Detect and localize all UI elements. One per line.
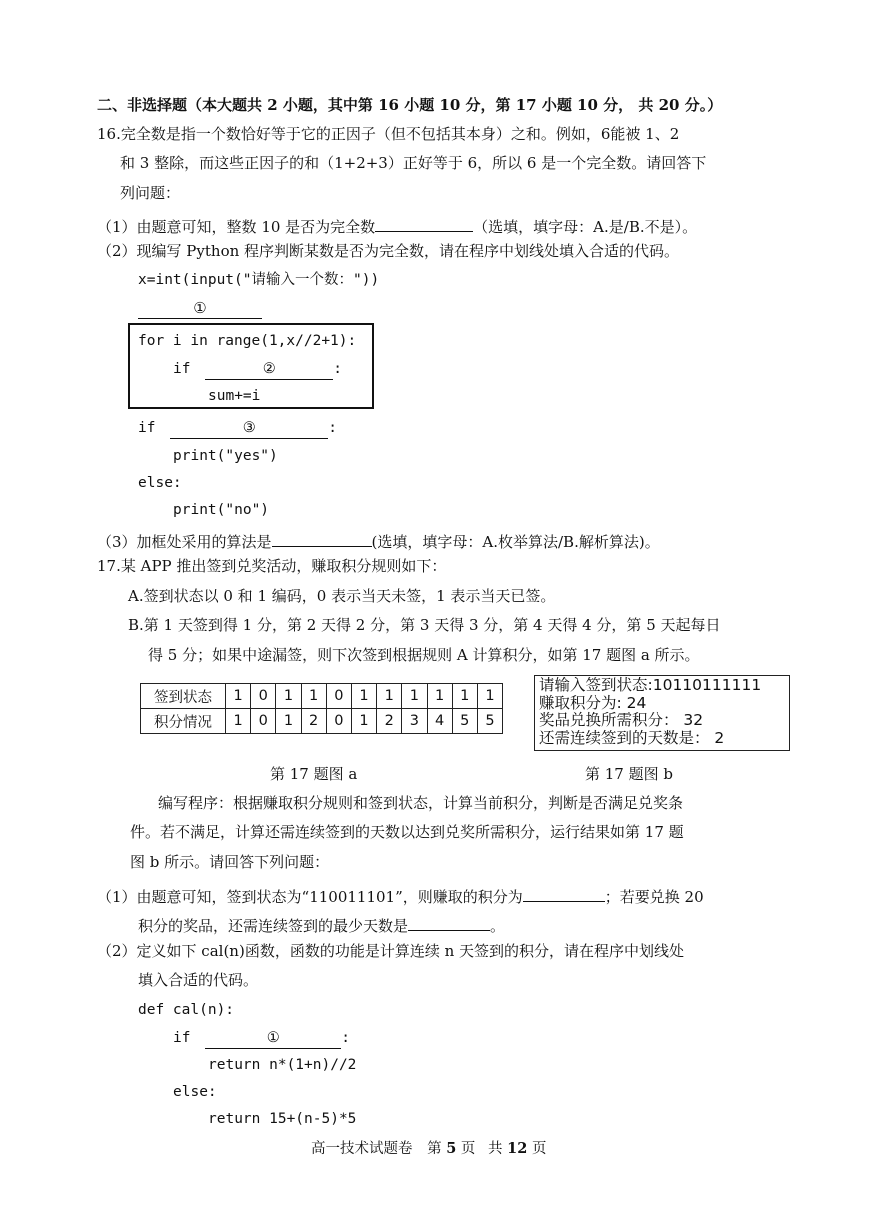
score-cell: 2 <box>301 709 326 734</box>
caption-figure-b: 第 17 题图 b <box>585 765 673 783</box>
code-colon: : <box>328 420 337 436</box>
q16-stem-line-2: 和 3 整除，而这些正因子的和（1+2+3）正好等于 6，所以 6 是一个完全数。请回答下 <box>120 154 707 172</box>
status-cell: 1 <box>351 684 376 709</box>
score-table <box>140 683 503 734</box>
footer-page-number: 5 <box>446 1140 457 1157</box>
status-cell: 1 <box>276 684 301 709</box>
code-else: else: <box>138 475 182 491</box>
q17-part1-text-3: 积分的奖品，还需连续签到的最少天数是 <box>138 917 409 935</box>
code-if-keyword: if <box>173 1030 191 1046</box>
score-cell: 3 <box>402 709 427 734</box>
console-line: 还需连续签到的天数是： 2 <box>539 728 725 747</box>
table-row <box>141 684 503 709</box>
code-if-line-2 <box>138 418 337 439</box>
q16-part1-text: （1）由题意可知，整数 10 是否为完全数 <box>97 218 376 236</box>
code-colon: : <box>333 361 342 377</box>
code-input-line: x=int(input("请输入一个数：")) <box>138 272 380 288</box>
q17-stem: 17.某 APP 推出签到兑奖活动，赚取积分规则如下： <box>97 557 447 575</box>
table-header-score: 积分情况 <box>141 709 226 734</box>
score-cell: 5 <box>452 709 477 734</box>
q17-part2-line-2: 填入合适的代码。 <box>138 971 259 989</box>
footer-title: 高一技术试题卷 <box>311 1141 413 1157</box>
status-cell: 1 <box>402 684 427 709</box>
code-if-line-1 <box>173 359 342 380</box>
q16-part1 <box>97 212 697 237</box>
code-colon: : <box>341 1030 350 1046</box>
status-cell: 1 <box>226 684 251 709</box>
q17-desc-line-1: 编写程序：根据赚取积分规则和签到状态，计算当前积分，判断是否满足兑奖条 <box>158 794 684 812</box>
table-row <box>141 709 503 734</box>
score-cell: 1 <box>276 709 301 734</box>
section-title: 二、非选择题（本大题共 2 小题，其中第 16 小题 10 分，第 17 小题 10 分， 共 20 分。） <box>97 96 723 114</box>
status-cell: 1 <box>301 684 326 709</box>
q16-part3-blank[interactable] <box>272 527 372 547</box>
score-cell: 0 <box>251 709 276 734</box>
status-cell: 1 <box>427 684 452 709</box>
footer-page-suffix: 页 <box>460 1141 476 1157</box>
status-cell: 0 <box>326 684 351 709</box>
q16-stem-line-1: 16.完全数是指一个数恰好等于它的正因子（但不包括其本身）之和。例如，6能被 1、2 <box>97 125 680 143</box>
code-print-yes: print("yes") <box>173 448 278 464</box>
q17-part2-line-1: （2）定义如下 cal(n)函数，函数的功能是计算连续 n 天签到的积分，请在程序中划线处 <box>97 942 685 960</box>
q16-part1-blank[interactable] <box>375 212 473 232</box>
q16-part3-text: （3）加框处采用的算法是 <box>97 533 272 551</box>
console-line: 赚取积分为: 24 <box>539 693 647 712</box>
code-if-keyword: if <box>138 420 156 436</box>
console-line: 请输入签到状态:10110111111 <box>539 676 762 694</box>
score-cell: 4 <box>427 709 452 734</box>
q17-part1-line-1 <box>97 882 704 907</box>
q17-part1-end: 。 <box>490 917 506 935</box>
score-cell: 1 <box>351 709 376 734</box>
q16-part3 <box>97 527 660 552</box>
q17-part1-line-2 <box>138 911 505 936</box>
console-line: 奖品兑换所需积分： 32 <box>539 711 704 729</box>
code-blank-1-line <box>138 298 262 319</box>
table-header-status: 签到状态 <box>141 684 226 709</box>
q17-rule-a: A.签到状态以 0 和 1 编码，0 表示当天未签，1 表示当天已签。 <box>128 587 556 605</box>
footer-total-prefix: 共 <box>488 1141 503 1157</box>
caption-figure-a: 第 17 题图 a <box>270 765 358 783</box>
score-cell: 0 <box>326 709 351 734</box>
code-sum-line: sum+=i <box>208 388 261 404</box>
code-for-line: for i in range(1,x//2+1): <box>138 333 357 349</box>
q17-part1-blank-days[interactable] <box>408 911 490 931</box>
q16-stem-line-3: 列问题： <box>120 184 181 202</box>
footer-total-pages: 12 <box>507 1140 528 1157</box>
q16-part1-options: （选填，填字母：A.是/B.不是）。 <box>473 218 698 236</box>
page-footer <box>311 1139 546 1159</box>
console-output <box>534 675 790 751</box>
footer-page-prefix: 第 <box>427 1141 442 1157</box>
code-print-no: print("no") <box>173 502 270 518</box>
code-cal-if-line <box>173 1028 350 1049</box>
score-cell: 1 <box>226 709 251 734</box>
status-cell: 1 <box>452 684 477 709</box>
q16-part2: （2）现编写 Python 程序判断某数是否为完全数，请在程序中划线处填入合适的代码。 <box>97 242 680 260</box>
q17-part1-text: （1）由题意可知，签到状态为“110011101”，则赚取的积分为 <box>97 888 523 906</box>
status-cell: 0 <box>251 684 276 709</box>
code-def-line: def cal(n): <box>138 1002 235 1018</box>
code-cal-blank-1[interactable]: ① <box>205 1029 341 1049</box>
footer-total-suffix: 页 <box>531 1141 547 1157</box>
status-cell: 1 <box>377 684 402 709</box>
q17-part1-text-2: ；若要兑换 20 <box>604 888 704 906</box>
code-blank-2[interactable]: ② <box>205 360 333 380</box>
code-cal-else: else: <box>173 1084 217 1100</box>
q17-rule-b-line-2: 得 5 分；如果中途漏签，则下次签到根据规则 A 计算积分，如第 17 题图 a 所示。 <box>148 646 700 664</box>
score-cell: 2 <box>377 709 402 734</box>
score-cell: 5 <box>477 709 502 734</box>
status-cell: 1 <box>477 684 502 709</box>
q17-desc-line-2: 件。若不满足，计算还需连续签到的天数以达到兑奖所需积分，运行结果如第 17 题 <box>130 823 684 841</box>
code-blank-1[interactable]: ① <box>138 299 262 319</box>
code-blank-3[interactable]: ③ <box>170 419 328 439</box>
q17-rule-b-line-1: B.第 1 天签到得 1 分，第 2 天得 2 分，第 3 天得 3 分，第 4 天得 4 分，第 5 天起每日 <box>128 616 721 634</box>
q16-part3-options: (选填，填字母：A.枚举算法/B.解析算法)。 <box>371 533 660 551</box>
q17-part1-blank-score[interactable] <box>523 882 605 902</box>
code-return-2: return 15+(n-5)*5 <box>208 1111 357 1127</box>
code-if-keyword: if <box>173 361 191 377</box>
q17-desc-line-3: 图 b 所示。请回答下列问题： <box>130 853 330 871</box>
code-return-1: return n*(1+n)//2 <box>208 1057 357 1073</box>
